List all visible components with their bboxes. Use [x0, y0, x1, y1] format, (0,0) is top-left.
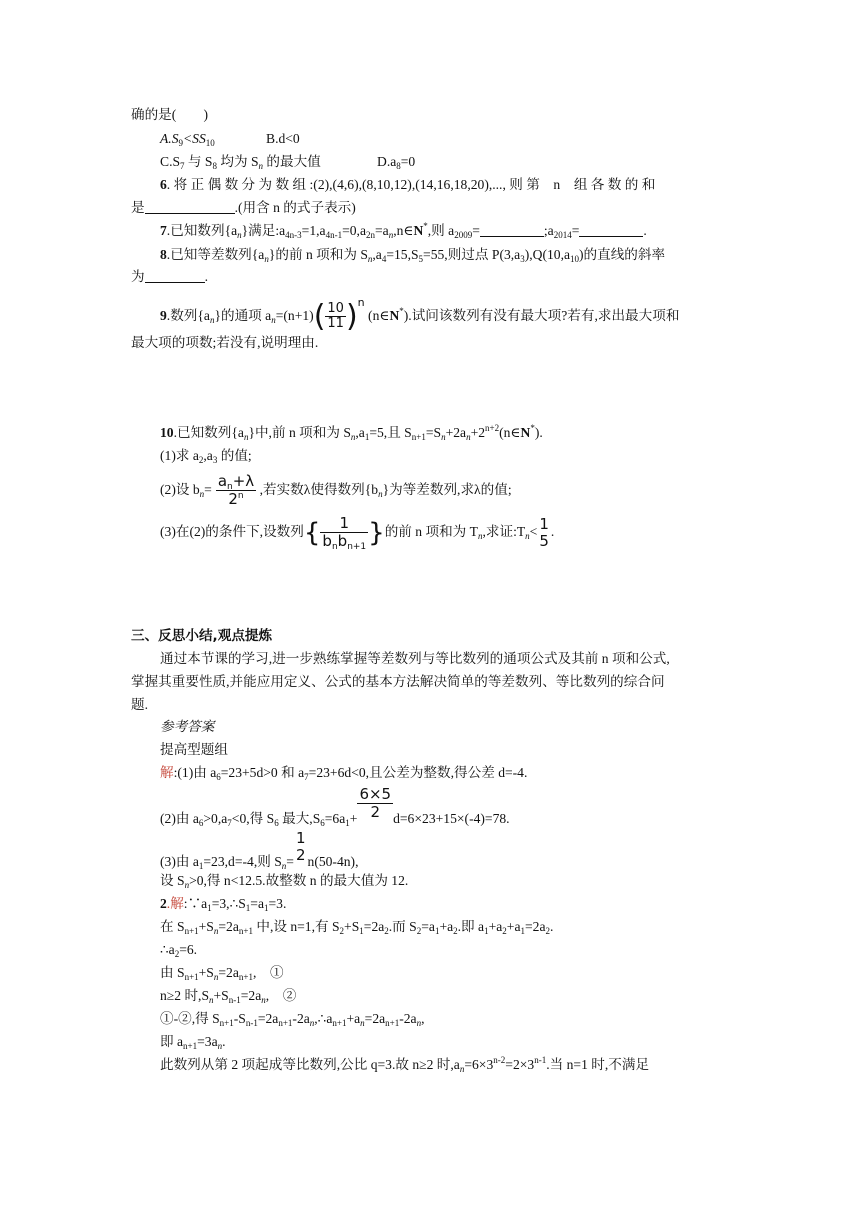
summary-line-3: 题. [131, 697, 148, 712]
answer-2-line-3: $\therefore a_2=6$. [160, 942, 198, 959]
answer-2-line-8: 此数列从第 2 项起成等比数列,公比 q=3.故 n≥2 时$,a_n=6\times 3^{n-2}=2\times 3^{n-1}$.当 n=1 时,不满足 [160, 1055, 650, 1074]
answer-2-line-5: n≥2 时$,S_n+S_{n-1}=2a_n$, ② [160, 988, 297, 1005]
answer-2-line-2: 在 $S_{n+1}+S_n=2a_{n+1}$ 中,设 n=1,有 $S_2+S_1=2a_2$.而 $S_2=a_1+a_2$.即 $a_1+a_2+a_1=2a_2$. [160, 919, 554, 936]
question-9-cont: 最大项的项数;若没有,说明理由. [131, 335, 319, 350]
option-b: B.d<0 [266, 131, 300, 146]
reference-answers-label: 参考答案 [160, 719, 215, 734]
option-a: $A.S_9<SS_{10}$ [160, 131, 215, 148]
section-title: 三、反思小结,观点提炼 [131, 628, 273, 644]
summary-line-2: 掌握其重要性质,并能应用定义、公式的基本方法解决简单的等差数列、等比数列的综合问 [131, 674, 665, 689]
answer-group-title: 提高型题组 [160, 742, 228, 757]
question-8: 8.已知等差数列$\{a_n\}$的前 n 项和为 $S_n,a_4=15,S_5=55$,则过点 $P(3,a_3),Q(10,a_{10})$的直线的斜率 [160, 247, 666, 264]
question-10-part-3: (3)在(2)的条件下,设数列{ $\frac{1}{b_nb_{n+1}}$ }的前 n 项和为 $T_n$,求证$:T_n<$ 1 5 . [160, 514, 555, 553]
answer-2-line-6: ①-②,得 $S_{n+1}-S_{n-1}=2a_{n+1}-2a_n,\therefore a_{n+1}+a_n=2a_{n+1}-2a_n$, [160, 1011, 425, 1028]
question-9: 9.数列$\{a_n\}$的通项 $a_n=(n+1)$( $\frac{10}{11}$ )$^n$ (n∈N*).试问该数列有没有最大项?若有,求出最大项和 [160, 296, 680, 334]
option-d: $D.a_8=0$ [377, 154, 416, 171]
question-8-cont: 为 . [131, 269, 208, 284]
question-6-cont: 是 .(用含 n 的式子表示) [131, 200, 356, 215]
question-10-part-1: (1)求 $a_2,a_3$ 的值; [160, 448, 252, 465]
answer-2-line-4: 由 $S_{n+1}+S_n=2a_{n+1}$, ① [160, 965, 284, 982]
option-c: $C.S_7$ 与 $S_8$ 均为 $S_n$ 的最大值 [160, 154, 321, 171]
question-10-part-2: (2)设 $b_n=$ $\frac{a_n+\lambda}{2^n}$ ,若实数λ使得数列$\{b_n\}$为等差数列,求λ的值; [160, 472, 512, 509]
question-10: 10.已知数列$\{a_n\}$中,前 n 项和为 $S_n,a_1=5$,且 $S_{n+1}=S_n+2a_n+2^{n+2}(n\in N^*)$. [160, 423, 543, 442]
question-6: 6. 将 正 偶 数 分 为 数 组 :(2),(4,6),(8,10,12),(14,16,18,20),..., 则 第 n 组 各 数 的 和 [160, 177, 656, 192]
summary-line-1: 通过本节课的学习,进一步熟练掌握等差数列与等比数列的通项公式及其前 n 项和公式, [160, 651, 670, 666]
answer-blank[interactable] [145, 201, 235, 214]
answer-1-line-1: 解:(1)由 $a_6=23+5d>0$ 和 $a_7=23+6d<0$,且公差为整数,得公差 d=-4. [160, 765, 528, 782]
question-5-tail: 确的是( ) [131, 107, 209, 122]
answer-2-line-7: 即 $a_{n+1}=3a_n$. [160, 1034, 226, 1051]
answer-1-line-4: 设 $S_n>0$,得 n<12.5.故整数 n 的最大值为 12. [160, 873, 409, 890]
answer-blank[interactable] [480, 224, 544, 237]
answer-blank[interactable] [145, 270, 205, 283]
answer-2-line-1: 2.解$:\because a_1=3,\therefore S_1=a_1=3$. [160, 896, 287, 913]
answer-1-line-3: (3)由 $a_1=23,d=-4$,则 $S_n=$ 1 2 n(50-4n), [160, 829, 359, 871]
answer-blank[interactable] [579, 224, 643, 237]
question-7: 7.已知数列$\{a_n\}$满足$:a_{4n-3}=1,a_{4n-1}=0,a_{2n}=a_n,n\in N^*$,则 $a_{2009}=$ $;a_{2014}=$ . [160, 221, 647, 240]
answer-1-line-2: (2)由 $a_6>0,a_7<0$,得 $S_6$ 最大$,S_6=6a_1+$ $\frac{6\times 5}{2}$ d=6×23+15×(-4)=78. [160, 785, 510, 828]
